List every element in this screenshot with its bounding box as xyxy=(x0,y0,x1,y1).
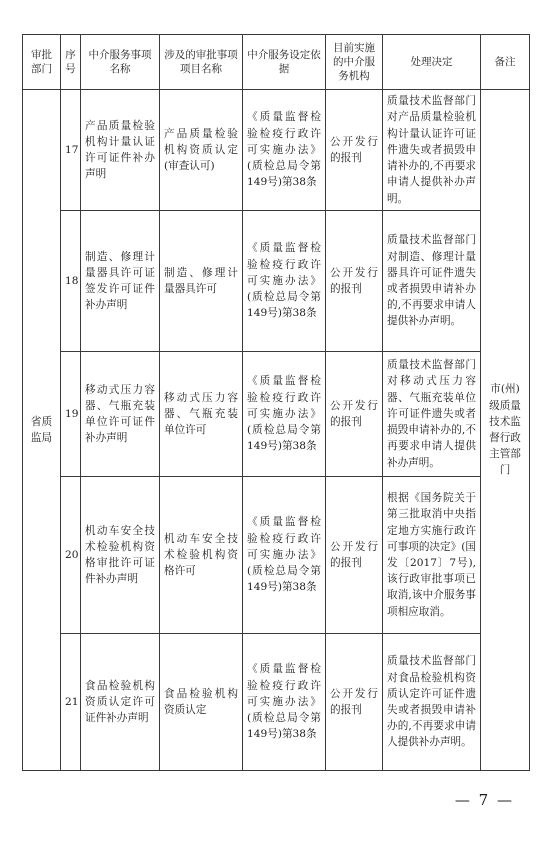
decision-cell: 质量技术监督部门对产品质量检验机构计量认证许可证件遗失或者损毁申请补办的,不再要求申请人提供补办声明。 xyxy=(383,90,481,211)
decision-cell: 质量技术监督部门对食品检验机构资质认定许可证件遗失或者损毁申请补办的,不再要求申请人提供补办声明。 xyxy=(383,634,481,771)
agency-cell: 公开发行的报刊 xyxy=(326,352,383,477)
table-row xyxy=(23,352,530,477)
agency-cell: 公开发行的报刊 xyxy=(326,211,383,352)
mediation-services-table xyxy=(22,34,530,771)
header-cell: 目前实施的中介服务机构 xyxy=(326,35,383,90)
approval-item-cell: 食品检验机构资质认定 xyxy=(160,634,243,771)
service-name-cell: 移动式压力容器、气瓶充装单位许可证件补办声明 xyxy=(81,352,160,477)
decision-cell: 根据《国务院关于第三批取消中央指定地方实施行政许可事项的决定》(国发〔2017〕7号),该行政审批事项已取消,该中介服务事项相应取消。 xyxy=(383,477,481,634)
agency-cell: 公开发行的报刊 xyxy=(326,90,383,211)
table-row xyxy=(23,90,530,211)
basis-cell: 《质量监督检验检疫行政许可实施办法》(质检总局令第149号)第38条 xyxy=(243,211,326,352)
remark-cell: 市(州)级质量技术监督行政主管部门 xyxy=(481,90,530,771)
header-cell: 处理决定 xyxy=(383,35,481,90)
agency-cell: 公开发行的报刊 xyxy=(326,477,383,634)
header-cell: 备注 xyxy=(481,35,530,90)
table-row xyxy=(23,477,530,634)
seq-cell: 20 xyxy=(61,477,81,634)
header-cell: 中介服务事项名称 xyxy=(81,35,160,90)
seq-cell: 21 xyxy=(61,634,81,771)
approval-item-cell: 产品质量检验机构资质认定(审查认可) xyxy=(160,90,243,211)
department-cell: 省质监局 xyxy=(23,90,61,771)
basis-cell: 《质量监督检验检疫行政许可实施办法》(质检总局令第149号)第38条 xyxy=(243,634,326,771)
basis-cell: 《质量监督检验检疫行政许可实施办法》(质检总局令第149号)第38条 xyxy=(243,477,326,634)
header-cell: 中介服务设定依据 xyxy=(243,35,326,90)
approval-item-cell: 机动车安全技术检验机构资格许可 xyxy=(160,477,243,634)
page-number: — 7 — xyxy=(454,791,514,809)
service-name-cell: 机动车安全技术检验机构资格审批许可证件补办声明 xyxy=(81,477,160,634)
seq-cell: 19 xyxy=(61,352,81,477)
seq-cell: 18 xyxy=(61,211,81,352)
agency-cell: 公开发行的报刊 xyxy=(326,634,383,771)
decision-cell: 质量技术监督部门对制造、修理计量器具许可证件遗失或者损毁申请补办的,不再要求申请人提供补办声明。 xyxy=(383,211,481,352)
header-cell: 涉及的审批事项项目名称 xyxy=(160,35,243,90)
seq-cell: 17 xyxy=(61,90,81,211)
approval-item-cell: 移动式压力容器、气瓶充装单位许可 xyxy=(160,352,243,477)
basis-cell: 《质量监督检验检疫行政许可实施办法》(质检总局令第149号)第38条 xyxy=(243,352,326,477)
header-cell: 序号 xyxy=(61,35,81,90)
table-row xyxy=(23,211,530,352)
basis-cell: 《质量监督检验检疫行政许可实施办法》(质检总局令第149号)第38条 xyxy=(243,90,326,211)
service-name-cell: 食品检验机构资质认定许可证件补办声明 xyxy=(81,634,160,771)
approval-item-cell: 制造、修理计量器具许可 xyxy=(160,211,243,352)
service-name-cell: 制造、修理计量器具许可证签发许可证件补办声明 xyxy=(81,211,160,352)
header-cell: 审批部门 xyxy=(23,35,61,90)
table-row xyxy=(23,634,530,771)
decision-cell: 质量技术监督部门对移动式压力容器、气瓶充装单位许可证件遗失或者损毁申请补办的,不再要求申请人提供补办声明。 xyxy=(383,352,481,477)
service-name-cell: 产品质量检验机构计量认证许可证件补办声明 xyxy=(81,90,160,211)
table-header-row xyxy=(23,35,530,90)
